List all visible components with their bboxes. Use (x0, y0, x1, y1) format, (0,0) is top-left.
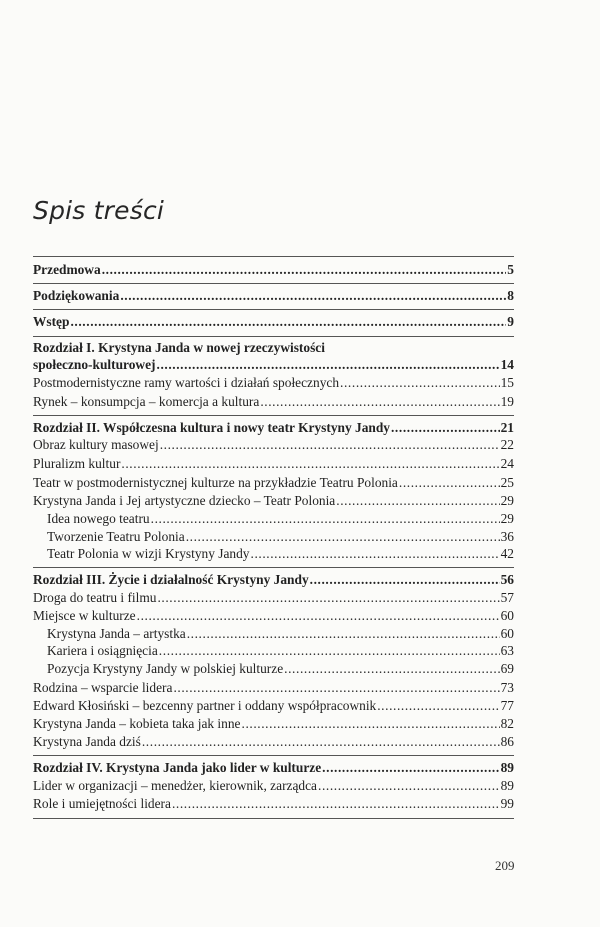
toc-entry-chapter-3[interactable] (33, 572, 514, 588)
dot-leader (137, 608, 500, 624)
toc-entry-label: Teatr w postmodernistycznej kulturze na przykładzie Teatru Polonia (33, 475, 398, 490)
toc-entry-label: Rozdział IV. Krystyna Janda jako lider w kulturze (33, 760, 322, 775)
toc-entry-page: 73 (500, 680, 514, 695)
toc-entry[interactable] (33, 456, 514, 472)
dot-leader (284, 661, 499, 677)
toc-subentry[interactable] (33, 661, 514, 677)
dot-leader (399, 475, 500, 491)
toc-entry-page: 82 (500, 716, 514, 731)
dot-leader (173, 680, 499, 696)
toc-entry-label: Miejsce w kulturze (33, 608, 136, 623)
toc-entry[interactable] (33, 375, 514, 391)
toc-entry-page: 63 (500, 643, 514, 658)
toc-entry-label: Idea nowego teatru (47, 511, 150, 526)
section-divider (33, 256, 514, 257)
dot-leader (322, 760, 499, 776)
toc-entry[interactable] (33, 716, 514, 732)
section-divider (33, 755, 514, 756)
toc-entry-label: Krystyna Janda – kobieta taka jak inne (33, 716, 241, 731)
toc-entry-label: Podziękowania (33, 288, 120, 303)
toc-entry[interactable] (33, 590, 514, 606)
toc-entry-label: Krystyna Janda dziś (33, 734, 141, 749)
toc-entry[interactable] (33, 475, 514, 491)
toc-entry-chapter-1[interactable] (33, 357, 514, 373)
dot-leader (120, 288, 506, 304)
toc-entry-page: 29 (500, 511, 514, 526)
toc-entry-label: Pozycja Krystyny Jandy w polskiej kulturze (47, 661, 284, 676)
toc-entry-label: Tworzenie Teatru Polonia (47, 529, 185, 544)
dot-leader (186, 529, 500, 545)
dot-leader (159, 643, 500, 659)
toc-entry-page: 8 (507, 288, 514, 303)
dot-leader (187, 626, 500, 642)
toc-entry-page: 21 (500, 420, 514, 435)
toc-entry-page: 22 (500, 437, 514, 452)
toc-entry[interactable] (33, 778, 514, 794)
toc-entry-page: 24 (500, 456, 514, 471)
toc-entry-label: Przedmowa (33, 262, 101, 277)
section-divider (33, 415, 514, 416)
toc-subentry[interactable] (33, 546, 514, 562)
toc-subentry[interactable] (33, 626, 514, 642)
toc-entry-label: Rozdział III. Życie i działalność Krystyny Jandy (33, 572, 309, 587)
toc-entry-label: Kariera i osiągnięcia (47, 643, 158, 658)
dot-leader (172, 796, 500, 812)
dot-leader (151, 511, 500, 527)
dot-leader (377, 698, 499, 714)
toc-entry-page: 42 (500, 546, 514, 561)
toc-subentry[interactable] (33, 529, 514, 545)
dot-leader (242, 716, 500, 732)
toc-entry-label: Rodzina – wsparcie lidera (33, 680, 173, 695)
toc-entry-page: 29 (500, 493, 514, 508)
section-divider (33, 283, 514, 284)
toc-entry-label: Krystyna Janda – artystka (47, 626, 186, 641)
toc-entry-page: 60 (500, 626, 514, 641)
toc-entry-page: 25 (500, 475, 514, 490)
toc-entry-page: 69 (500, 661, 514, 676)
toc-entry-page: 56 (500, 572, 514, 587)
toc-entry-page: 5 (507, 262, 514, 277)
toc-entry-page: 57 (500, 590, 514, 605)
dot-leader (391, 420, 500, 436)
toc-entry-page: 14 (500, 357, 514, 372)
toc-entry-label: Postmodernistyczne ramy wartości i działań społecznych (33, 375, 340, 390)
page-title: Spis treści (33, 196, 165, 225)
toc-entry[interactable] (33, 394, 514, 410)
toc-entry-label: Lider w organizacji – menedżer, kierownik, zarządca (33, 778, 317, 793)
chapter-1-title-line1: Rozdział I. Krystyna Janda w nowej rzeczywistości (33, 340, 325, 355)
dot-leader (318, 778, 500, 794)
toc-entry-label: Rynek – konsumpcja – komercja a kultura (33, 394, 260, 409)
dot-leader (157, 590, 499, 606)
toc-entry-page: 15 (500, 375, 514, 390)
toc-entry-label: Teatr Polonia w wizji Krystyny Jandy (47, 546, 250, 561)
toc-entry[interactable] (33, 608, 514, 624)
section-divider (33, 818, 514, 819)
dot-leader (340, 375, 500, 391)
dot-leader (310, 572, 500, 588)
toc-entry-wstep[interactable] (33, 314, 514, 330)
toc-entry-label: Krystyna Janda i Jej artystyczne dziecko – Teatr Polonia (33, 493, 336, 508)
toc-entry-page: 36 (500, 529, 514, 544)
toc-entry-przedmowa[interactable] (33, 262, 514, 278)
toc-entry-label: Pluralizm kultur (33, 456, 121, 471)
toc-entry[interactable] (33, 680, 514, 696)
page-number: 209 (495, 858, 515, 873)
toc-entry[interactable] (33, 698, 514, 714)
toc-entry-label: Wstęp (33, 314, 70, 329)
toc-entry-page: 77 (500, 698, 514, 713)
section-divider (33, 567, 514, 568)
toc-subentry[interactable] (33, 511, 514, 527)
toc-entry-chapter-2[interactable] (33, 420, 514, 436)
toc-entry-page: 86 (500, 734, 514, 749)
toc-entry-label: Edward Kłosiński – bezcenny partner i oddany współpracownik (33, 698, 377, 713)
toc-entry-chapter-4[interactable] (33, 760, 514, 776)
dot-leader (251, 546, 500, 562)
toc-entry-label: Rozdział II. Współczesna kultura i nowy teatr Krystyny Jandy (33, 420, 390, 435)
dot-leader (102, 262, 507, 278)
toc-entry-page: 60 (500, 608, 514, 623)
dot-leader (260, 394, 499, 410)
toc-entry[interactable] (33, 493, 514, 509)
dot-leader (121, 456, 499, 472)
dot-leader (70, 314, 506, 330)
dot-leader (157, 357, 500, 373)
toc-entry-label: Obraz kultury masowej (33, 437, 159, 452)
toc-entry-page: 9 (507, 314, 514, 329)
toc-entry-page: 19 (500, 394, 514, 409)
section-divider (33, 336, 514, 337)
toc-entry-page: 99 (500, 796, 514, 811)
toc-entry[interactable] (33, 734, 514, 750)
toc-entry-page: 89 (500, 760, 514, 775)
toc-entry[interactable] (33, 437, 514, 453)
section-divider (33, 309, 514, 310)
dot-leader (336, 493, 499, 509)
toc-entry[interactable] (33, 796, 514, 812)
toc-entry-label: Role i umiejętności lidera (33, 796, 171, 811)
dot-leader (142, 734, 500, 750)
toc-entry-podziekowania[interactable] (33, 288, 514, 304)
toc-entry-label: społeczno-kulturowej (33, 357, 156, 372)
dot-leader (160, 437, 500, 453)
toc-entry-label: Droga do teatru i filmu (33, 590, 157, 605)
toc-subentry[interactable] (33, 643, 514, 659)
toc-entry-page: 89 (500, 778, 514, 793)
